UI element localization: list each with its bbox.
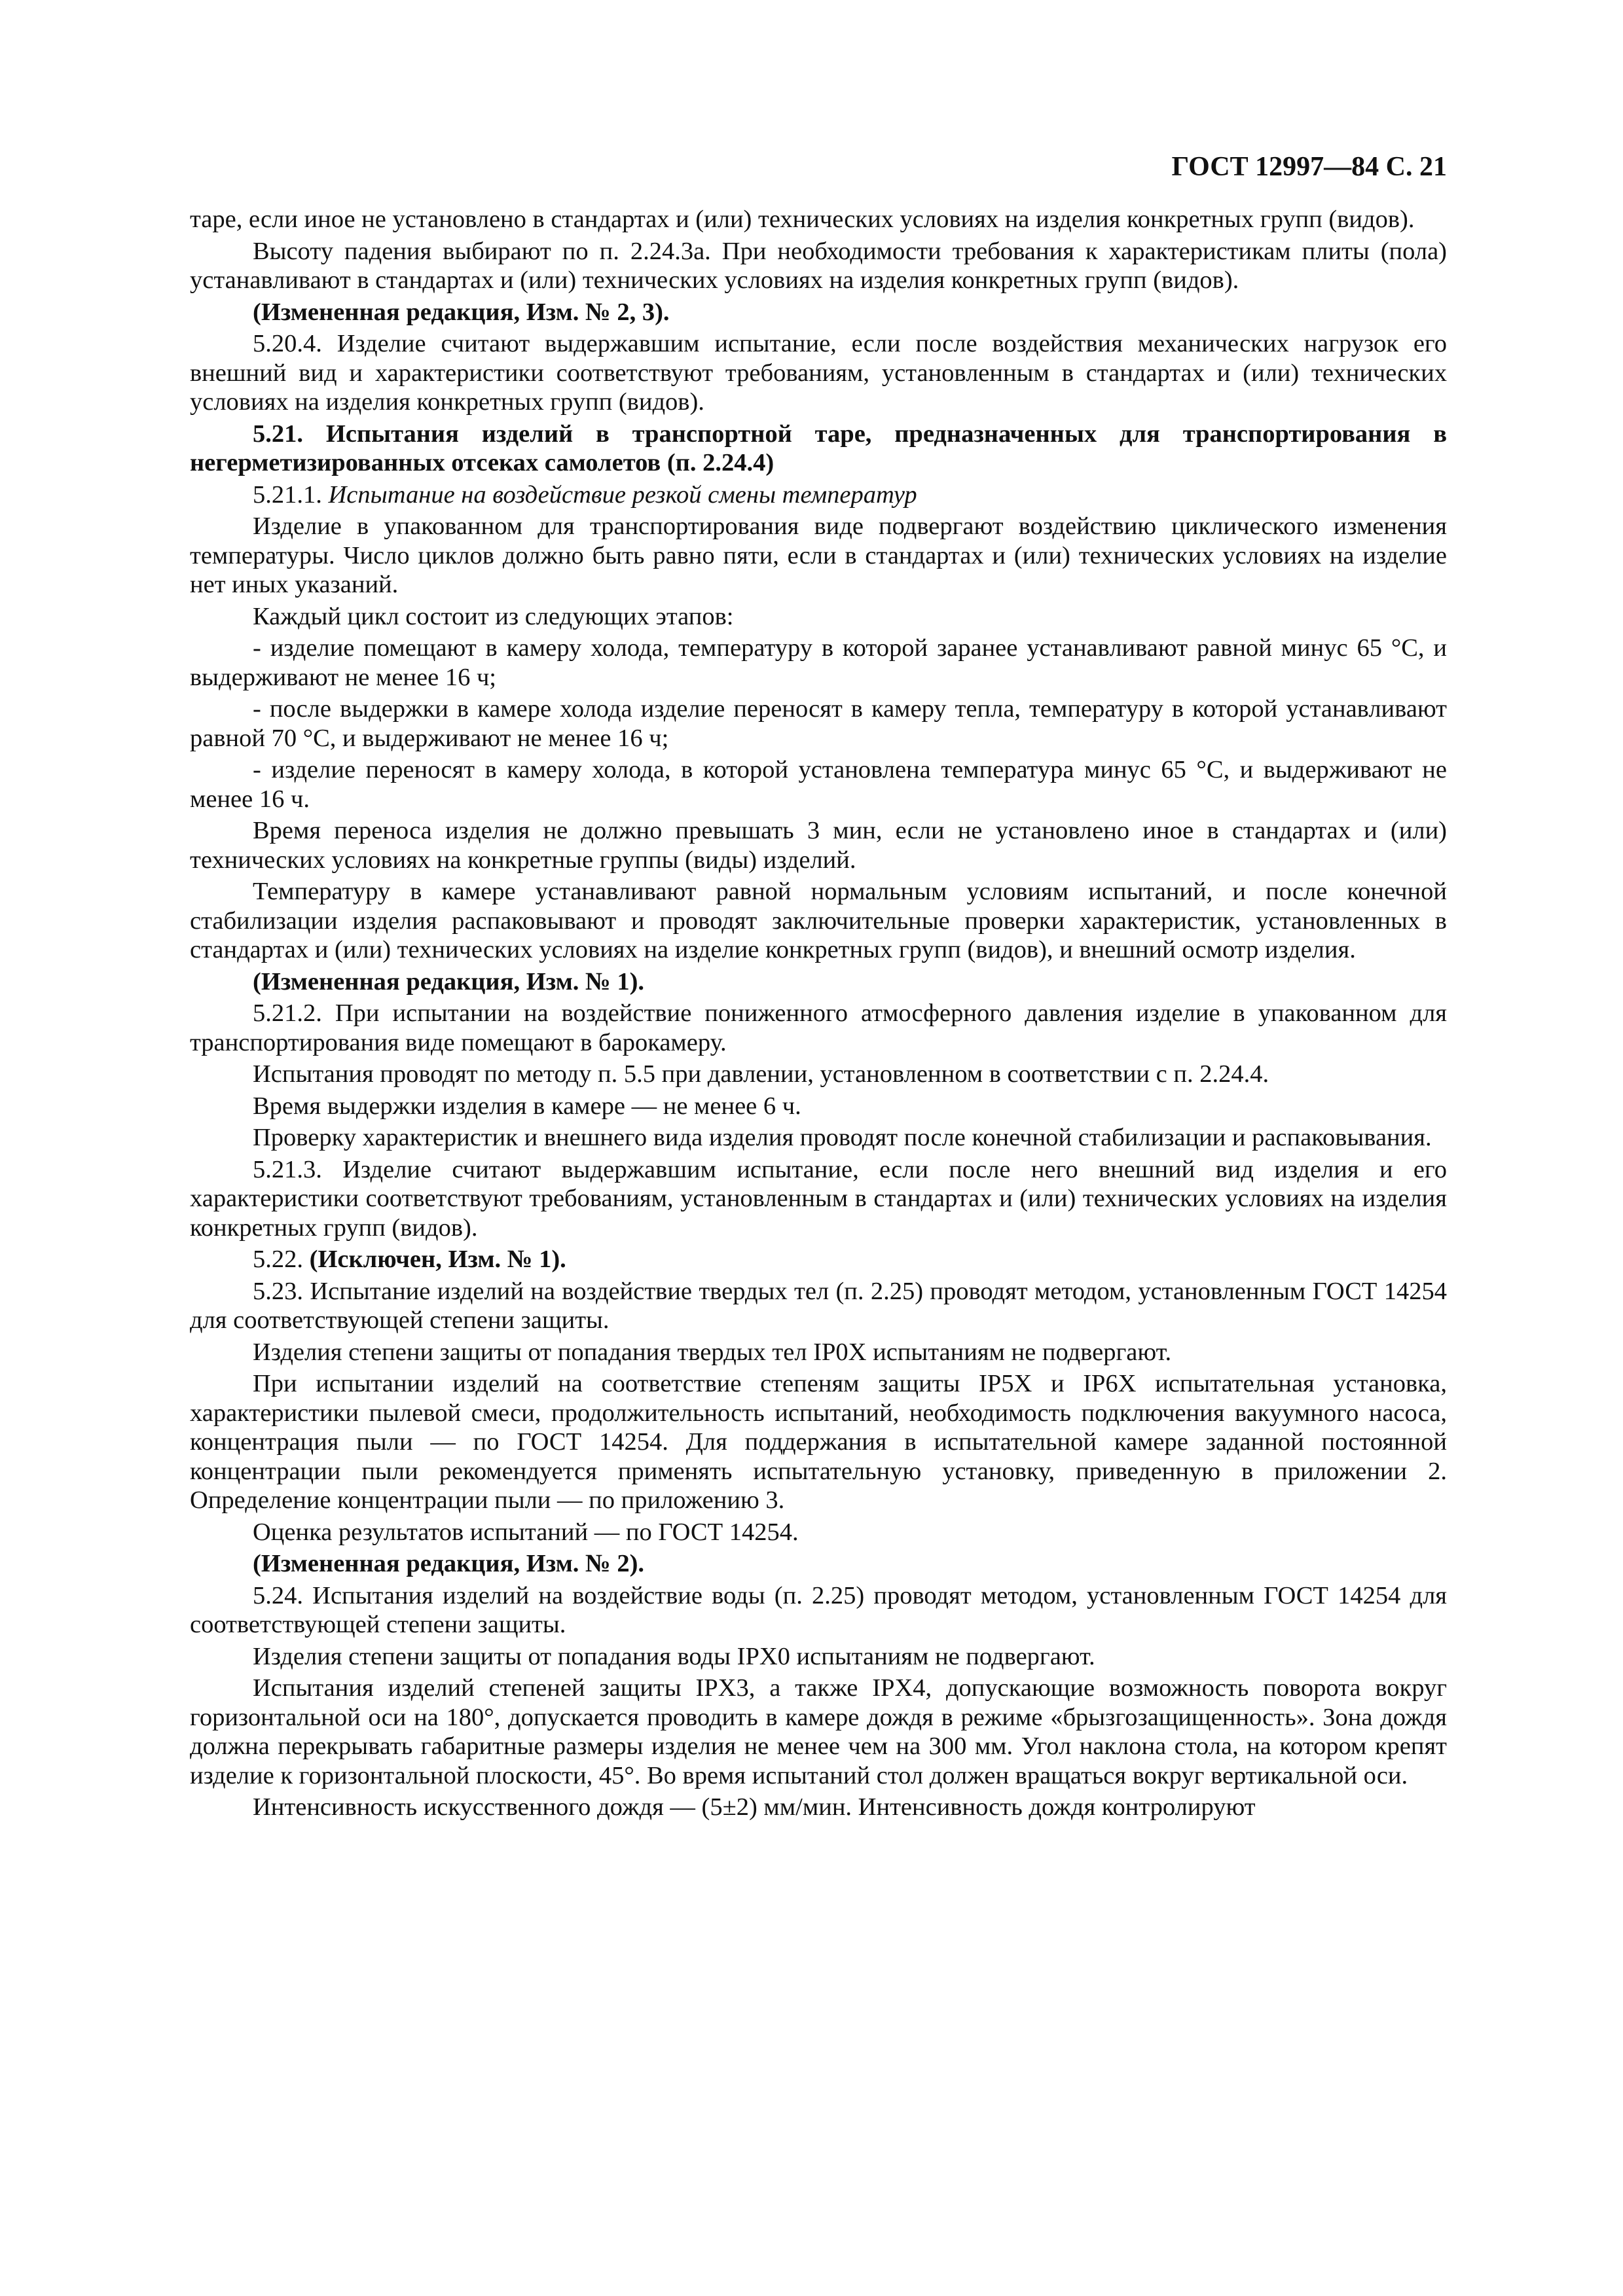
paragraph: 5.20.4. Изделие считают выдержавшим испытание, если после воздействия механических нагрузок его внешний вид и характеристики соответствуют требованиям, установленным в стандартах и (или) технических условиях на изделия конкретных групп (видов). [190, 330, 1447, 416]
paragraph: 5.21.3. Изделие считают выдержавшим испытание, если после него внешний вид изделия и его характеристики соответствуют требованиям, установленным в стандартах и (или) технических условиях на изделия конкретных групп (видов). [190, 1155, 1447, 1242]
clause-number: 5.21.1. [253, 480, 329, 509]
list-item: - изделие переносят в камеру холода, в которой установлена температура минус 65 °С, и выдерживают не менее 16 ч. [190, 756, 1447, 813]
amendment-note: (Измененная редакция, Изм. № 1). [253, 967, 645, 996]
list-item: - изделие помещают в камеру холода, температуру в которой заранее устанавливают равной минус 65 °С, и выдерживают не менее 16 ч; [190, 634, 1447, 691]
clause-number: 5.22. [253, 1246, 310, 1273]
paragraph: Температуру в камере устанавливают равной нормальным условиям испытаний, и после конечной стабилизации изделия распаковывают и проводят заключительные проверки характеристик, установленных в стандартах и (или) технических условиях на изделие конкретных групп (видов), и внешний осмотр изделия. [190, 878, 1447, 963]
section-heading: 5.21. Испытания изделий в транспортной таре, предназначенных для транспортирования в негерметизированных отсеках самолетов (п. 2.24.4) [190, 420, 1447, 476]
subsection-heading [190, 480, 1447, 510]
paragraph: Оценка результатов испытаний — по ГОСТ 14254. [253, 1518, 799, 1546]
paragraph: При испытании изделий на соответствие степеням защиты IP5X и IP6X испытательная установка, характеристики пылевой смеси, продолжительность испытаний, необходимость подключения вакуумного насоса, концентрация пыли — по ГОСТ 14254. Для поддержания в испытательной камере заданной постоянной концентрации пыли рекомендуется применять испытательную установку, приведенную в приложении 2. Определение концентрации пыли — по приложению 3. [190, 1370, 1447, 1514]
paragraph: Изделия степени защиты от попадания воды IPX0 испытаниям не подвергают. [253, 1642, 1095, 1670]
paragraph: 5.21.2. При испытании на воздействие пониженного атмосферного давления изделие в упакованном для транспортирования виде помещают в барокамеру. [190, 999, 1447, 1056]
paragraph: таре, если иное не установлено в стандартах и (или) технических условиях на изделия конкретных групп (видов). [190, 206, 1415, 233]
excluded-clause [190, 1245, 1447, 1274]
amendment-note: (Измененная редакция, Изм. № 2). [253, 1550, 645, 1577]
paragraph: 5.23. Испытание изделий на воздействие твердых тел (п. 2.25) проводят методом, установленным ГОСТ 14254 для соответствующей степени защиты. [190, 1277, 1447, 1334]
paragraph: Высоту падения выбирают по п. 2.24.3а. При необходимости требования к характеристикам плиты (пола) устанавливают в стандартах и (или) технических условиях на изделия конкретных групп (видов). [190, 237, 1447, 294]
paragraph: Испытания изделий степеней защиты IPX3, а также IPX4, допускающие возможность поворота вокруг горизонтальной оси на 180°, допускается проводить в камере дождя в режиме «брызгозащищенность». Зона дождя должна перекрывать габаритные размеры изделия не менее чем на 300 мм. Угол наклона стола, на котором крепят изделие к горизонтальной плоскости, 45°. Во время испытаний стол должен вращаться вокруг вертикальной оси. [190, 1674, 1447, 1789]
page-header: ГОСТ 12997—84 С. 21 [1171, 152, 1447, 182]
paragraph: Испытания проводят по методу п. 5.5 при давлении, установленном в соответствии с п. 2.24.4. [253, 1060, 1269, 1088]
paragraph: Время переноса изделия не должно превышать 3 мин, если не установлено иное в стандартах и (или) технических условиях на конкретные группы (виды) изделий. [190, 817, 1447, 874]
paragraph: Изделия степени защиты от попадания твердых тел IP0X испытаниям не подвергают. [253, 1338, 1172, 1366]
list-item: - после выдержки в камере холода изделие переносят в камеру тепла, температуру в которой устанавливают равной 70 °С, и выдерживают не менее 16 ч; [190, 695, 1447, 752]
subsection-title: Испытание на воздействие резкой смены температур [328, 480, 917, 509]
paragraph: Каждый цикл состоит из следующих этапов: [253, 602, 734, 630]
excluded-note: (Исключен, Изм. № 1). [309, 1246, 566, 1273]
paragraph: Проверку характеристик и внешнего вида изделия проводят после конечной стабилизации и распаковывания. [253, 1124, 1432, 1151]
amendment-note: (Измененная редакция, Изм. № 2, 3). [253, 298, 670, 326]
paragraph: Интенсивность искусственного дождя — (5±2) мм/мин. Интенсивность дождя контролируют [253, 1793, 1256, 1821]
paragraph: 5.24. Испытания изделий на воздействие воды (п. 2.25) проводят методом, установленным ГОСТ 14254 для соответствующей степени защиты. [190, 1581, 1447, 1638]
paragraph: Изделие в упакованном для транспортирования виде подвергают воздействию циклического изменения температуры. Число циклов должно быть равно пяти, если в стандартах и (или) технических условиях на изделие нет иных указаний. [190, 512, 1447, 598]
paragraph: Время выдержки изделия в камере — не менее 6 ч. [253, 1092, 801, 1120]
document-page [190, 151, 1447, 1825]
